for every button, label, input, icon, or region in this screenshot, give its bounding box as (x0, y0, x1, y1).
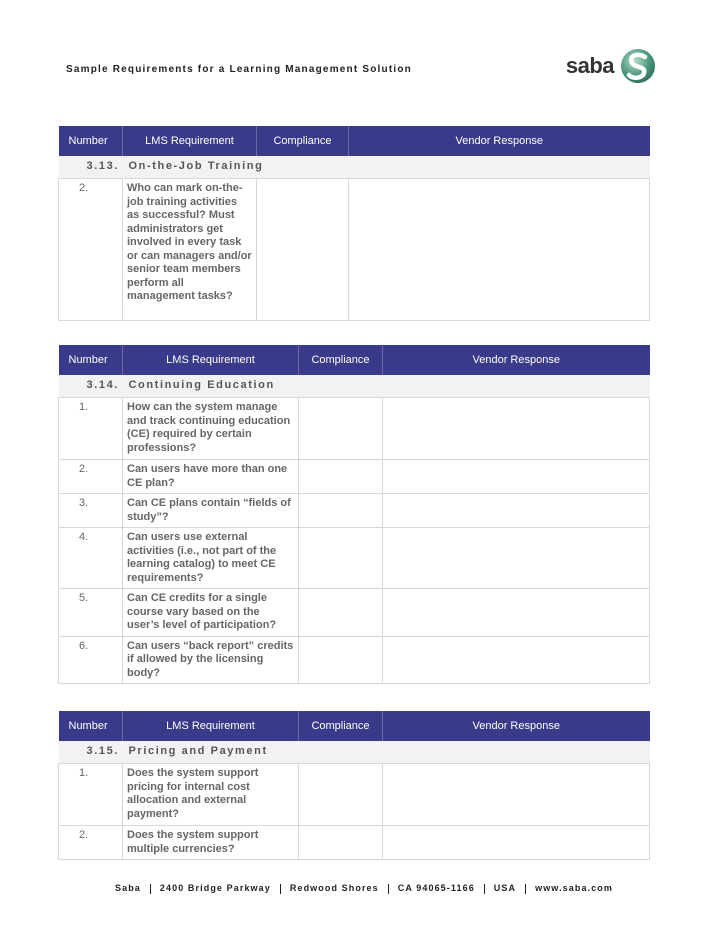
row-number: 4. (59, 528, 123, 589)
footer-city: Redwood Shores (289, 883, 379, 893)
compliance-cell[interactable] (299, 528, 383, 589)
vendor-response-cell[interactable] (349, 179, 650, 321)
col-response-header: Vendor Response (383, 345, 650, 375)
row-number: 5. (59, 589, 123, 637)
col-requirement-header: LMS Requirement (123, 345, 299, 375)
compliance-cell[interactable] (257, 179, 349, 321)
section-number: 3.14. (86, 379, 119, 392)
section-row (59, 741, 650, 764)
compliance-cell[interactable] (299, 398, 383, 460)
compliance-cell[interactable] (299, 764, 383, 826)
row-number: 2. (59, 179, 123, 321)
footer-street: 2400 Bridge Parkway (159, 883, 271, 893)
table-row (59, 179, 650, 321)
table-row (59, 826, 650, 860)
col-response-header: Vendor Response (383, 711, 650, 741)
col-response-header: Vendor Response (349, 126, 650, 156)
footer-country: USA (493, 883, 517, 893)
footer-separator (484, 884, 485, 894)
row-number: 1. (59, 764, 123, 826)
section-number: 3.15. (86, 745, 119, 758)
requirements-table-3-13 (58, 126, 650, 321)
vendor-response-cell[interactable] (383, 528, 650, 589)
table-row (59, 398, 650, 460)
requirement-text: Does the system support pricing for internal cost allocation and external payment? (123, 764, 299, 826)
page-footer (0, 883, 728, 894)
table-row (59, 589, 650, 637)
vendor-response-cell[interactable] (383, 494, 650, 528)
table-row (59, 636, 650, 684)
vendor-response-cell[interactable] (383, 398, 650, 460)
saba-s-mark-icon (620, 48, 656, 84)
vendor-response-cell[interactable] (383, 826, 650, 860)
footer-separator (388, 884, 389, 894)
col-number-header: Number (59, 711, 123, 741)
table-row (59, 528, 650, 589)
requirement-text: Can users “back report” credits if allowed by the licensing body? (123, 636, 299, 684)
table-header-row (59, 711, 650, 741)
col-compliance-header: Compliance (299, 711, 383, 741)
vendor-response-cell[interactable] (383, 460, 650, 494)
row-number: 3. (59, 494, 123, 528)
row-number: 2. (59, 460, 123, 494)
footer-state-zip: CA 94065-1166 (397, 883, 475, 893)
row-number: 2. (59, 826, 123, 860)
col-compliance-header: Compliance (257, 126, 349, 156)
compliance-cell[interactable] (299, 494, 383, 528)
row-number: 6. (59, 636, 123, 684)
table-row (59, 460, 650, 494)
section-title: Continuing Education (128, 379, 275, 392)
footer-separator (525, 884, 526, 894)
col-compliance-header: Compliance (299, 345, 383, 375)
document-title: Sample Requirements for a Learning Management Solution (66, 64, 412, 75)
requirement-text: Does the system support multiple currencies? (123, 826, 299, 860)
col-number-header: Number (59, 345, 123, 375)
page-header (66, 46, 656, 86)
section-number: 3.13. (86, 160, 119, 173)
requirement-text: Can CE plans contain “fields of study”? (123, 494, 299, 528)
compliance-cell[interactable] (299, 636, 383, 684)
col-requirement-header: LMS Requirement (123, 126, 257, 156)
requirement-text: Who can mark on-the-job training activities as successful? Must administrators get involved in every task or can managers and/or senior team members perform all management tasks? (123, 179, 257, 321)
table-row (59, 494, 650, 528)
requirement-text: How can the system manage and track continuing education (CE) required by certain professions? (123, 398, 299, 460)
requirements-table-3-15 (58, 711, 650, 860)
footer-website-link[interactable]: www.saba.com (535, 883, 613, 893)
vendor-response-cell[interactable] (383, 764, 650, 826)
compliance-cell[interactable] (299, 589, 383, 637)
requirements-table-3-14 (58, 345, 650, 684)
requirement-text: Can users use external activities (i.e., not part of the learning catalog) to meet CE requirements? (123, 528, 299, 589)
section-heading (59, 379, 650, 393)
table-row (59, 764, 650, 826)
row-number: 1. (59, 398, 123, 460)
col-number-header: Number (59, 126, 123, 156)
section-row (59, 156, 650, 179)
footer-separator (150, 884, 151, 894)
requirement-text: Can users have more than one CE plan? (123, 460, 299, 494)
vendor-response-cell[interactable] (383, 589, 650, 637)
section-title: On-the-Job Training (128, 160, 264, 173)
section-heading (59, 745, 650, 759)
table-header-row (59, 126, 650, 156)
requirement-text: Can CE credits for a single course vary based on the user’s level of participation? (123, 589, 299, 637)
section-row (59, 375, 650, 398)
compliance-cell[interactable] (299, 460, 383, 494)
col-requirement-header: LMS Requirement (123, 711, 299, 741)
saba-logo (566, 46, 656, 86)
footer-separator (280, 884, 281, 894)
logo-wordmark: saba (565, 53, 614, 78)
table-header-row (59, 345, 650, 375)
section-title: Pricing and Payment (128, 745, 268, 758)
compliance-cell[interactable] (299, 826, 383, 860)
section-heading (59, 160, 650, 174)
vendor-response-cell[interactable] (383, 636, 650, 684)
footer-company: Saba (114, 883, 141, 893)
